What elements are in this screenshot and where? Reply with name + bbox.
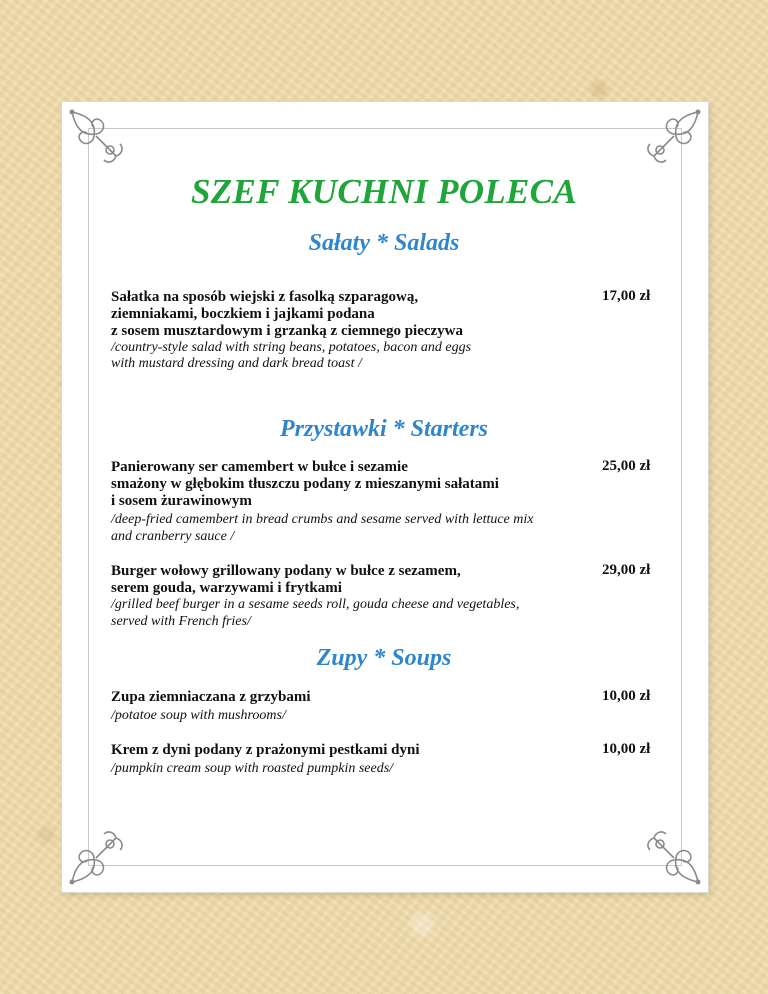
dish-translation-line: with mustard dressing and dark bread toast / [111,356,362,371]
dish-name-line: smażony w głębokim tłuszczu podany z mieszanymi sałatami [111,476,499,492]
dish-price: 29,00 zł [602,562,651,578]
dish-price: 10,00 zł [602,688,651,704]
dish-name-line: Panierowany ser camembert w bułce i sezamie [111,459,408,475]
menu-title: SZEF KUCHNI POLECA [191,172,577,211]
section-title-starters: Przystawki * Starters [279,416,489,442]
section-title-salads: Sałaty * Salads [308,230,460,256]
section-title-soups: Zupy * Soups [316,645,452,671]
dish-translation-line: and cranberry sauce / [111,529,235,544]
dish-translation-line: /deep-fried camembert in bread crumbs and sesame served with lettuce mix [111,512,534,527]
dish-price: 10,00 zł [602,741,651,757]
dish-translation-line: /pumpkin cream soup with roasted pumpkin seeds/ [111,761,394,776]
dish-name-line: Zupa ziemniaczana z grzybami [111,689,311,705]
corner-flourish-icon [642,106,704,168]
corner-flourish-icon [66,106,128,168]
dish-translation-line: served with French fries/ [111,614,251,629]
dish-price: 17,00 zł [602,288,651,304]
dish-translation-line: /potatoe soup with mushrooms/ [111,708,286,723]
dish-price: 25,00 zł [602,458,651,474]
corner-flourish-icon [66,826,128,888]
dish-name-line: z sosem musztardowym i grzanką z ciemnego pieczywa [111,323,464,339]
dish-translation-line: /grilled beef burger in a sesame seeds roll, gouda cheese and vegetables, [111,597,520,612]
dish-name-line: ziemniakami, boczkiem i jajkami podana [111,306,375,322]
dish-translation-line: /country-style salad with string beans, potatoes, bacon and eggs [111,340,472,355]
dish-name-line: serem gouda, warzywami i frytkami [111,580,342,596]
corner-flourish-icon [642,826,704,888]
dish-name-line: Sałatka na sposób wiejski z fasolką szparagową, [111,289,419,305]
dish-name-line: Burger wołowy grillowany podany w bułce z sezamem, [111,563,461,579]
dish-name-line: Krem z dyni podany z prażonymi pestkami dyni [111,742,420,758]
dish-name-line: i sosem żurawinowym [111,493,252,509]
